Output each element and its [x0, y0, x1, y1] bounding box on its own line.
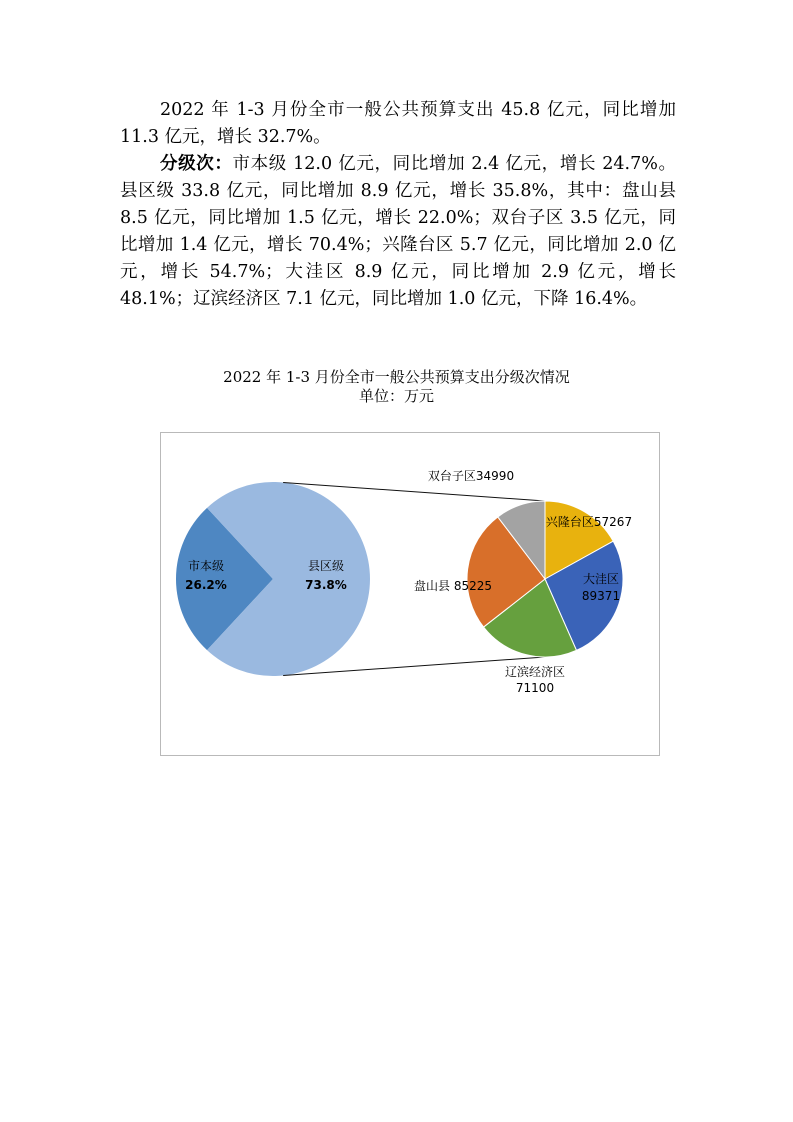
label-city-level-pct: 26.2%: [185, 578, 227, 592]
label-liaobin-value: 71100: [515, 681, 555, 695]
chart-frame: [160, 432, 660, 756]
label-county-level-name: 县区级: [307, 559, 345, 573]
label-xinglongtai: 兴隆台区57267: [545, 515, 633, 529]
paragraph-by-level: [120, 151, 676, 313]
paragraph-lead: 分级次：: [160, 154, 233, 174]
label-liaobin-name: 辽滨经济区: [504, 665, 566, 679]
paragraph-total: 2022 年 1-3 月份全市一般公共预算支出 45.8 亿元，同比增加 11.3 亿元，增长 32.7%。: [120, 100, 676, 147]
label-dawa-name: 大洼区: [582, 572, 620, 586]
pie-of-pie-chart: [161, 433, 659, 755]
chart-title: 2022 年 1-3 月份全市一般公共预算支出分级次情况: [223, 368, 570, 386]
label-shuangtaizi: 双台子区34990: [427, 469, 515, 483]
paragraph-body: 市本级 12.0 亿元，同比增加 2.4 亿元，增长 24.7%。县区级 33.8 亿元，同比增加 8.9 亿元，增长 35.8%，其中：盘山县 8.5 亿元，同比增加 1.5 亿元，增长 22.0%；双台子区 3.5 亿元，同比增加 1.4 亿元，增长 70.4%；兴隆台区 5.7 亿元，同比增加 2.0 亿元，增长 54.7%；大洼区 8.9 亿元，同比增加 2.9 亿元，增长 48.1%；辽滨经济区 7.1 亿元，同比增加 1.0 亿元，下降 16.4%。: [120, 154, 677, 309]
label-dawa-value: 89371: [581, 589, 621, 603]
label-city-level-name: 市本级: [187, 559, 225, 573]
label-county-level-pct: 73.8%: [305, 578, 347, 592]
chart-subtitle: 单位：万元: [358, 387, 434, 405]
label-panshan: 盘山县 85225: [414, 579, 492, 593]
